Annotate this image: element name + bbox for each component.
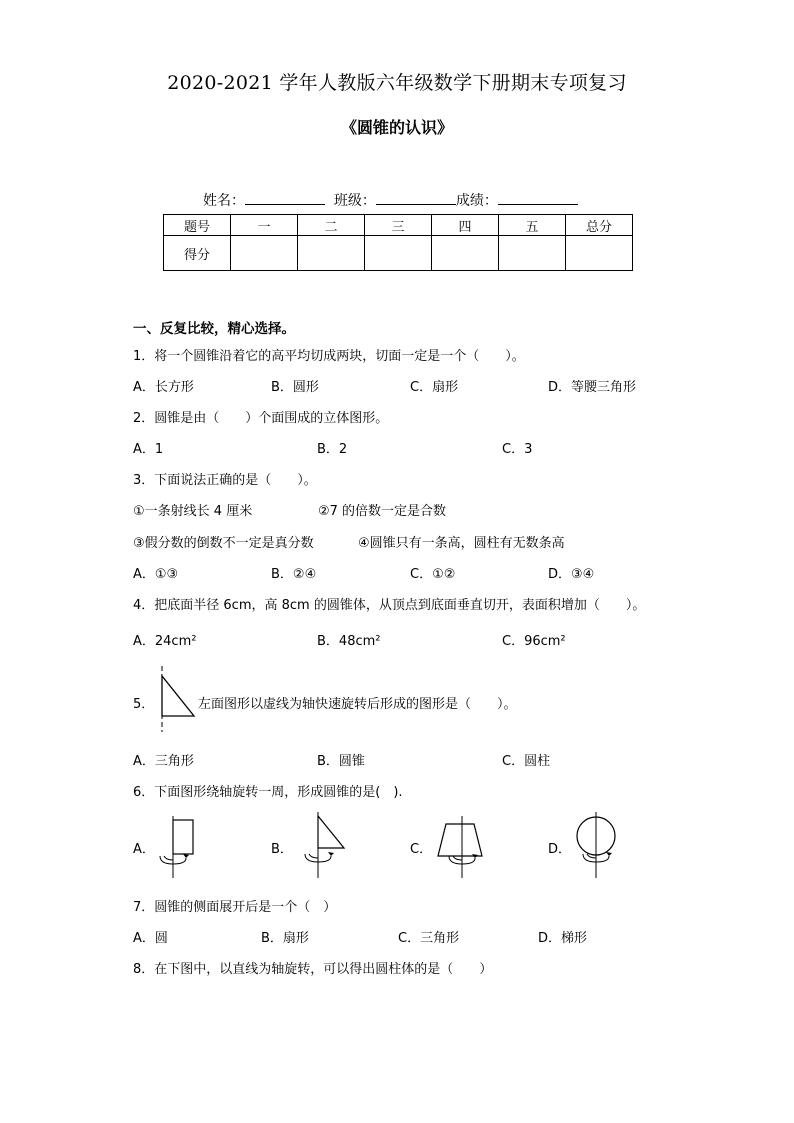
q1-option-c[interactable]: C．扇形 (410, 380, 459, 395)
page-title: 2020-2021 学年人教版六年级数学下册期末专项复习 (167, 72, 627, 94)
q6-option-a-label[interactable]: A． (133, 842, 155, 857)
q7-option-c[interactable]: C．三角形 (398, 931, 460, 946)
q6-rectangle-figure[interactable] (156, 812, 202, 882)
score-table-header-row (164, 215, 633, 236)
score-table-cell: 二 (298, 215, 365, 236)
q1-option-a[interactable]: A．长方形 (133, 380, 194, 395)
q3-option-d[interactable]: D．③④ (548, 567, 595, 582)
score-table-score-row (164, 236, 633, 271)
q7-option-d[interactable]: D．梯形 (538, 931, 588, 946)
score-input-cell[interactable] (298, 236, 365, 271)
q4-option-a[interactable]: A．24cm² (133, 634, 197, 649)
q3-statement-1: ①一条射线长 4 厘米 (133, 504, 253, 519)
q4-option-b[interactable]: B．48cm² (317, 634, 381, 649)
q1-option-b[interactable]: B．圆形 (271, 380, 319, 395)
q3-statement-3: ③假分数的倒数不一定是真分数 (133, 536, 314, 551)
score-table-cell: 三 (365, 215, 432, 236)
section-heading: 一、反复比较，精心选择。 (133, 321, 295, 337)
q5-option-b[interactable]: B．圆锥 (317, 754, 365, 769)
question-6: 6．下面图形绕轴旋转一周，形成圆锥的是( ). (133, 785, 403, 800)
score-row-label: 得分 (164, 236, 231, 271)
q6-option-c-label[interactable]: C． (410, 842, 433, 857)
score-table (163, 214, 633, 271)
q2-option-a[interactable]: A．1 (133, 442, 164, 457)
q3-option-b[interactable]: B．②④ (271, 567, 317, 582)
q5-triangle-figure (150, 664, 200, 734)
question-8: 8．在下图中，以直线为轴旋转，可以得出圆柱体的是（ ） (133, 962, 493, 977)
q5-option-c[interactable]: C．圆柱 (502, 754, 551, 769)
q3-statement-2: ②7 的倍数一定是合数 (318, 504, 447, 519)
question-2: 2．圆锥是由（ ）个面围成的立体图形。 (133, 411, 389, 426)
score-table-cell: 总分 (566, 215, 633, 236)
score-table-cell: 五 (499, 215, 566, 236)
q6-option-b-label[interactable]: B． (271, 842, 293, 857)
score-input-cell[interactable] (566, 236, 633, 271)
score-input-cell[interactable] (499, 236, 566, 271)
q7-option-a[interactable]: A．圆 (133, 931, 168, 946)
score-table-cell: 四 (432, 215, 499, 236)
q6-option-d-label[interactable]: D． (548, 842, 572, 857)
q3-statement-4: ④圆锥只有一条高，圆柱有无数条高 (358, 536, 565, 551)
question-1: 1．将一个圆锥沿着它的高平均切成两块，切面一定是一个（ ）。 (133, 349, 525, 364)
q2-option-c[interactable]: C．3 (502, 442, 533, 457)
score-table-cell: 一 (231, 215, 298, 236)
question-7: 7．圆锥的侧面展开后是一个（ ） (133, 900, 337, 915)
score-input-cell[interactable] (432, 236, 499, 271)
student-info-line (203, 190, 578, 210)
score-label: 成绩： (455, 193, 498, 209)
class-blank[interactable] (376, 190, 456, 205)
score-blank[interactable] (498, 190, 578, 205)
q3-option-c[interactable]: C．①② (410, 567, 456, 582)
q7-option-b[interactable]: B．扇形 (261, 931, 309, 946)
question-4: 4．把底面半径 6cm，高 8cm 的圆锥体，从顶点到底面垂直切开，表面积增加（ ）。 (133, 598, 646, 613)
q5-option-a[interactable]: A．三角形 (133, 754, 194, 769)
class-label: 班级： (333, 193, 376, 209)
q4-option-c[interactable]: C．96cm² (502, 634, 566, 649)
question-5-text: 左面图形以虚线为轴快速旋转后形成的图形是（ ）。 (198, 697, 517, 712)
score-table-cell: 题号 (164, 215, 231, 236)
name-label: 姓名： (203, 193, 245, 209)
question-3: 3．下面说法正确的是（ ）。 (133, 473, 317, 488)
score-input-cell[interactable] (231, 236, 298, 271)
name-blank[interactable] (245, 190, 325, 205)
q6-trapezoid-figure[interactable] (436, 812, 490, 882)
q2-option-b[interactable]: B．2 (317, 442, 348, 457)
page-subtitle: 《圆锥的认识》 (340, 118, 453, 137)
q6-triangle-figure[interactable] (299, 810, 351, 882)
q6-circle-figure[interactable] (570, 810, 622, 882)
question-5-number: 5． (133, 697, 155, 712)
score-input-cell[interactable] (365, 236, 432, 271)
q3-option-a[interactable]: A．①③ (133, 567, 179, 582)
q1-option-d[interactable]: D．等腰三角形 (548, 380, 637, 395)
